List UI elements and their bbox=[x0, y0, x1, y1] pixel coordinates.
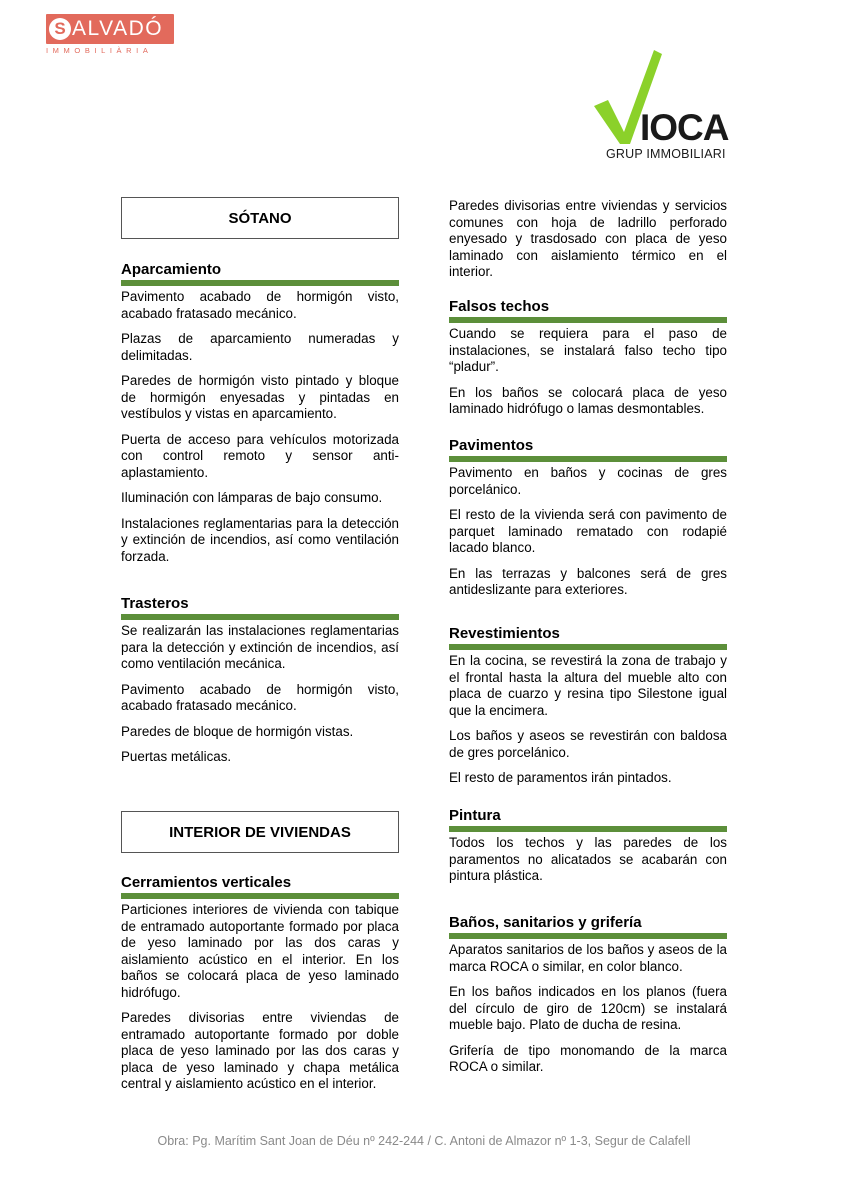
section-falsos-techos bbox=[449, 297, 727, 427]
section-cerramientos bbox=[121, 873, 399, 1102]
paragraph: Los baños y aseos se revestirán con baldosa de gres porcelánico. bbox=[449, 728, 727, 760]
section-revestimientos bbox=[449, 624, 727, 796]
section-heading-sotano: SÓTANO bbox=[121, 197, 399, 239]
salvado-logo-initial: S bbox=[49, 18, 71, 40]
page-footer: Obra: Pg. Marítim Sant Joan de Déu nº 242-244 / C. Antoni de Almazor nº 1-3, Segur de Calafell bbox=[157, 1134, 691, 1148]
paragraph: En la cocina, se revestirá la zona de trabajo y el frontal hasta la altura del mueble alto con placa de cuarzo y resina tipo Silestone igual que la encimera. bbox=[449, 653, 727, 718]
paragraph: Todos los techos y las paredes de los paramentos no alicatados se acabarán con pintura plástica. bbox=[449, 835, 727, 883]
salvado-logo-name: ALVADÓ bbox=[72, 17, 164, 40]
salvado-logo-box bbox=[46, 14, 174, 44]
paragraph: Instalaciones reglamentarias para la detección y extinción de incendios, así como ventilación forzada. bbox=[121, 515, 399, 564]
paragraph: Puertas metálicas. bbox=[121, 749, 232, 764]
section-title: Cerramientos verticales bbox=[121, 874, 292, 891]
section-title: Falsos techos bbox=[449, 298, 550, 315]
paragraph: Puerta de acceso para vehículos motorizada con control remoto y sensor anti-aplastamiento. bbox=[121, 431, 399, 480]
section-divider bbox=[449, 317, 727, 323]
section-divider bbox=[121, 614, 399, 620]
paragraph: En los baños se colocará placa de yeso laminado hidrófugo o lamas desmontables. bbox=[449, 384, 727, 416]
salvado-logo bbox=[46, 14, 174, 55]
vioca-logo-subtitle: GRUP IMMOBILIARI bbox=[606, 147, 726, 161]
vioca-logo bbox=[592, 48, 732, 168]
section-banos bbox=[449, 913, 727, 1085]
paragraph: Aparatos sanitarios de los baños y aseos de la marca ROCA o similar, en color blanco. bbox=[449, 942, 727, 974]
paragraph: El resto de la vivienda será con pavimento de parquet laminado rematado con rodapié lacado blanco. bbox=[449, 507, 727, 555]
section-divider bbox=[449, 933, 727, 939]
vioca-logo-word: IOCA bbox=[640, 107, 729, 148]
section-title: Revestimientos bbox=[449, 625, 560, 642]
paragraph: Paredes de hormigón visto pintado y bloque de hormigón enyesadas y pintadas en vestíbulos y vistas en aparcamiento. bbox=[121, 373, 399, 421]
section-divider bbox=[449, 644, 727, 650]
section-divider bbox=[449, 456, 727, 462]
section-pintura bbox=[449, 806, 727, 894]
paragraph: Cuando se requiera para el paso de instalaciones, se instalará falso techo tipo “pladur”. bbox=[449, 326, 727, 374]
paragraph: Plazas de aparcamiento numeradas y delimitadas. bbox=[121, 331, 399, 363]
paragraph: Paredes divisorias entre viviendas de entramado autoportante formado por doble placa de yeso laminado por las dos caras y placa de yeso laminado y chapa metálica central y aislamiento acústico en el interior. bbox=[121, 1010, 399, 1091]
section-pavimentos bbox=[449, 436, 727, 608]
section-title: Pintura bbox=[449, 807, 501, 824]
paragraph: Particiones interiores de vivienda con tabique de entramado autoportante formado por placa de yeso laminado por las dos caras y aislamiento acústico en el interior. En los baños se colocará placa de yeso laminado hidrófugo. bbox=[121, 902, 399, 1000]
paragraph: Paredes de bloque de hormigón vistas. bbox=[121, 723, 354, 739]
section-heading-interior: INTERIOR DE VIVIENDAS bbox=[121, 811, 399, 853]
paragraph: Grifería de tipo monomando de la marca ROCA o similar. bbox=[449, 1042, 727, 1074]
paragraph: Pavimento en baños y cocinas de gres porcelánico. bbox=[449, 465, 727, 497]
section-title: Pavimentos bbox=[449, 437, 534, 454]
section-divider bbox=[121, 280, 399, 286]
section-trasteros bbox=[121, 594, 399, 775]
paragraph: Pavimento acabado de hormigón visto, acabado fratasado mecánico. bbox=[121, 681, 399, 713]
paragraph: El resto de paramentos irán pintados. bbox=[449, 770, 672, 785]
section-aparcamiento bbox=[121, 260, 399, 574]
paragraph: En las terrazas y balcones será de gres antideslizante para exteriores. bbox=[449, 565, 727, 597]
section-intro bbox=[449, 198, 727, 290]
paragraph: Iluminación con lámparas de bajo consumo. bbox=[121, 490, 383, 505]
paragraph: Pavimento acabado de hormigón visto, acabado fratasado mecánico. bbox=[121, 289, 399, 321]
section-divider bbox=[449, 826, 727, 832]
section-divider bbox=[121, 893, 399, 899]
section-title: Baños, sanitarios y grifería bbox=[449, 914, 642, 931]
salvado-logo-subtitle: IMMOBILIÀRIA bbox=[46, 46, 153, 55]
section-title: Aparcamiento bbox=[121, 261, 222, 278]
paragraph: En los baños indicados en los planos (fuera del círculo de giro de 120cm) se instalará mueble bajo. Plato de ducha de resina. bbox=[449, 984, 727, 1032]
section-title: Trasteros bbox=[121, 595, 189, 612]
paragraph: Paredes divisorias entre viviendas y servicios comunes con hoja de ladrillo perforado enyesado y trasdosado con placa de yeso laminado con aislamiento térmico en el interior. bbox=[449, 198, 727, 279]
paragraph: Se realizarán las instalaciones reglamentarias para la detección y extinción de incendios, así como ventilación mecánica. bbox=[121, 623, 399, 671]
